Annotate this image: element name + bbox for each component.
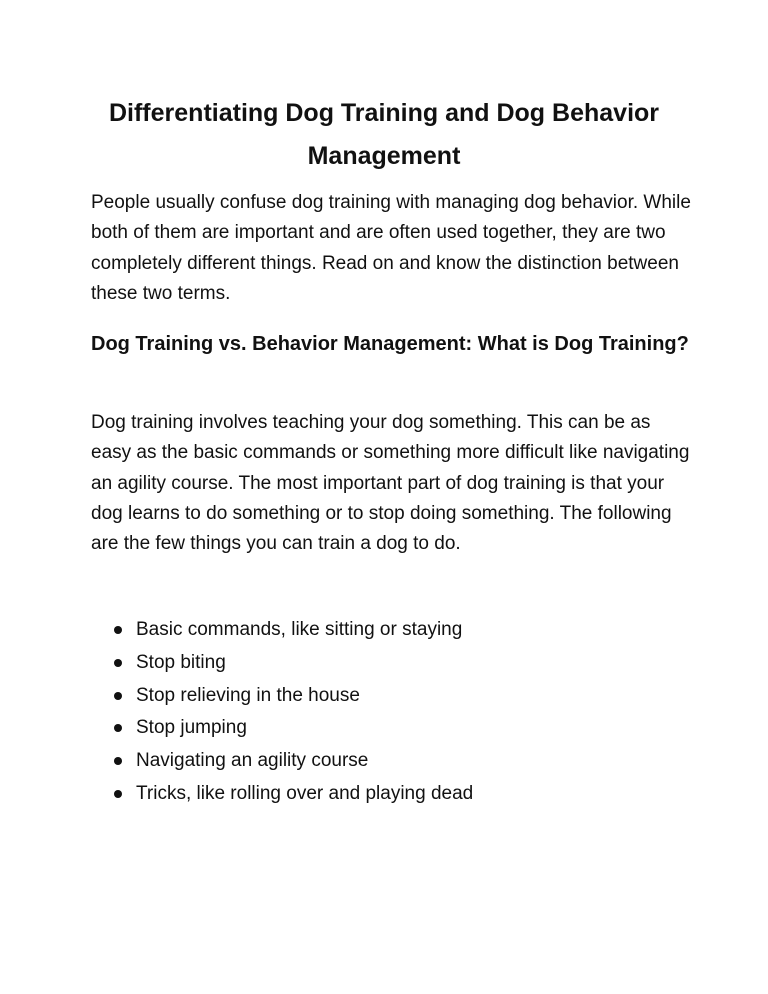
bullet-list xyxy=(110,614,670,811)
bullet-icon xyxy=(114,790,122,798)
bullet-icon xyxy=(114,757,122,765)
bullet-icon xyxy=(114,692,122,700)
section-heading: Dog Training vs. Behavior Management: What is Dog Training? xyxy=(91,333,689,355)
list-item xyxy=(110,647,670,680)
list-item xyxy=(110,745,670,778)
list-item-text: Stop jumping xyxy=(136,717,247,739)
list-item xyxy=(110,614,670,647)
list-item xyxy=(110,778,670,811)
bullet-icon xyxy=(114,724,122,732)
list-item-text: Basic commands, like sitting or staying xyxy=(136,619,463,640)
list-item-text: Navigating an agility course xyxy=(136,750,369,772)
list-item-text: Tricks, like rolling over and playing dead xyxy=(136,782,474,804)
body-paragraph: Dog training involves teaching your dog something. This can be as easy as the basic commands or something more difficult like navigating an agility course. The most important part of dog training is that your dog learns to do something or to stop doing something. The following are the few things you can train a dog to do. xyxy=(91,412,690,555)
list-item xyxy=(110,712,670,745)
list-item-text: Stop biting xyxy=(136,651,226,673)
bullet-icon xyxy=(114,659,122,667)
list-item xyxy=(110,680,670,713)
list-item-text: Stop relieving in the house xyxy=(136,684,360,706)
intro-paragraph: People usually confuse dog training with managing dog behavior. While both of them are important and are often used together, they are two completely different things. Read on and know the distinction between these two terms. xyxy=(91,192,691,304)
bullet-icon xyxy=(114,626,122,634)
document-title: Differentiating Dog Training and Dog Behavior Management xyxy=(108,99,660,170)
